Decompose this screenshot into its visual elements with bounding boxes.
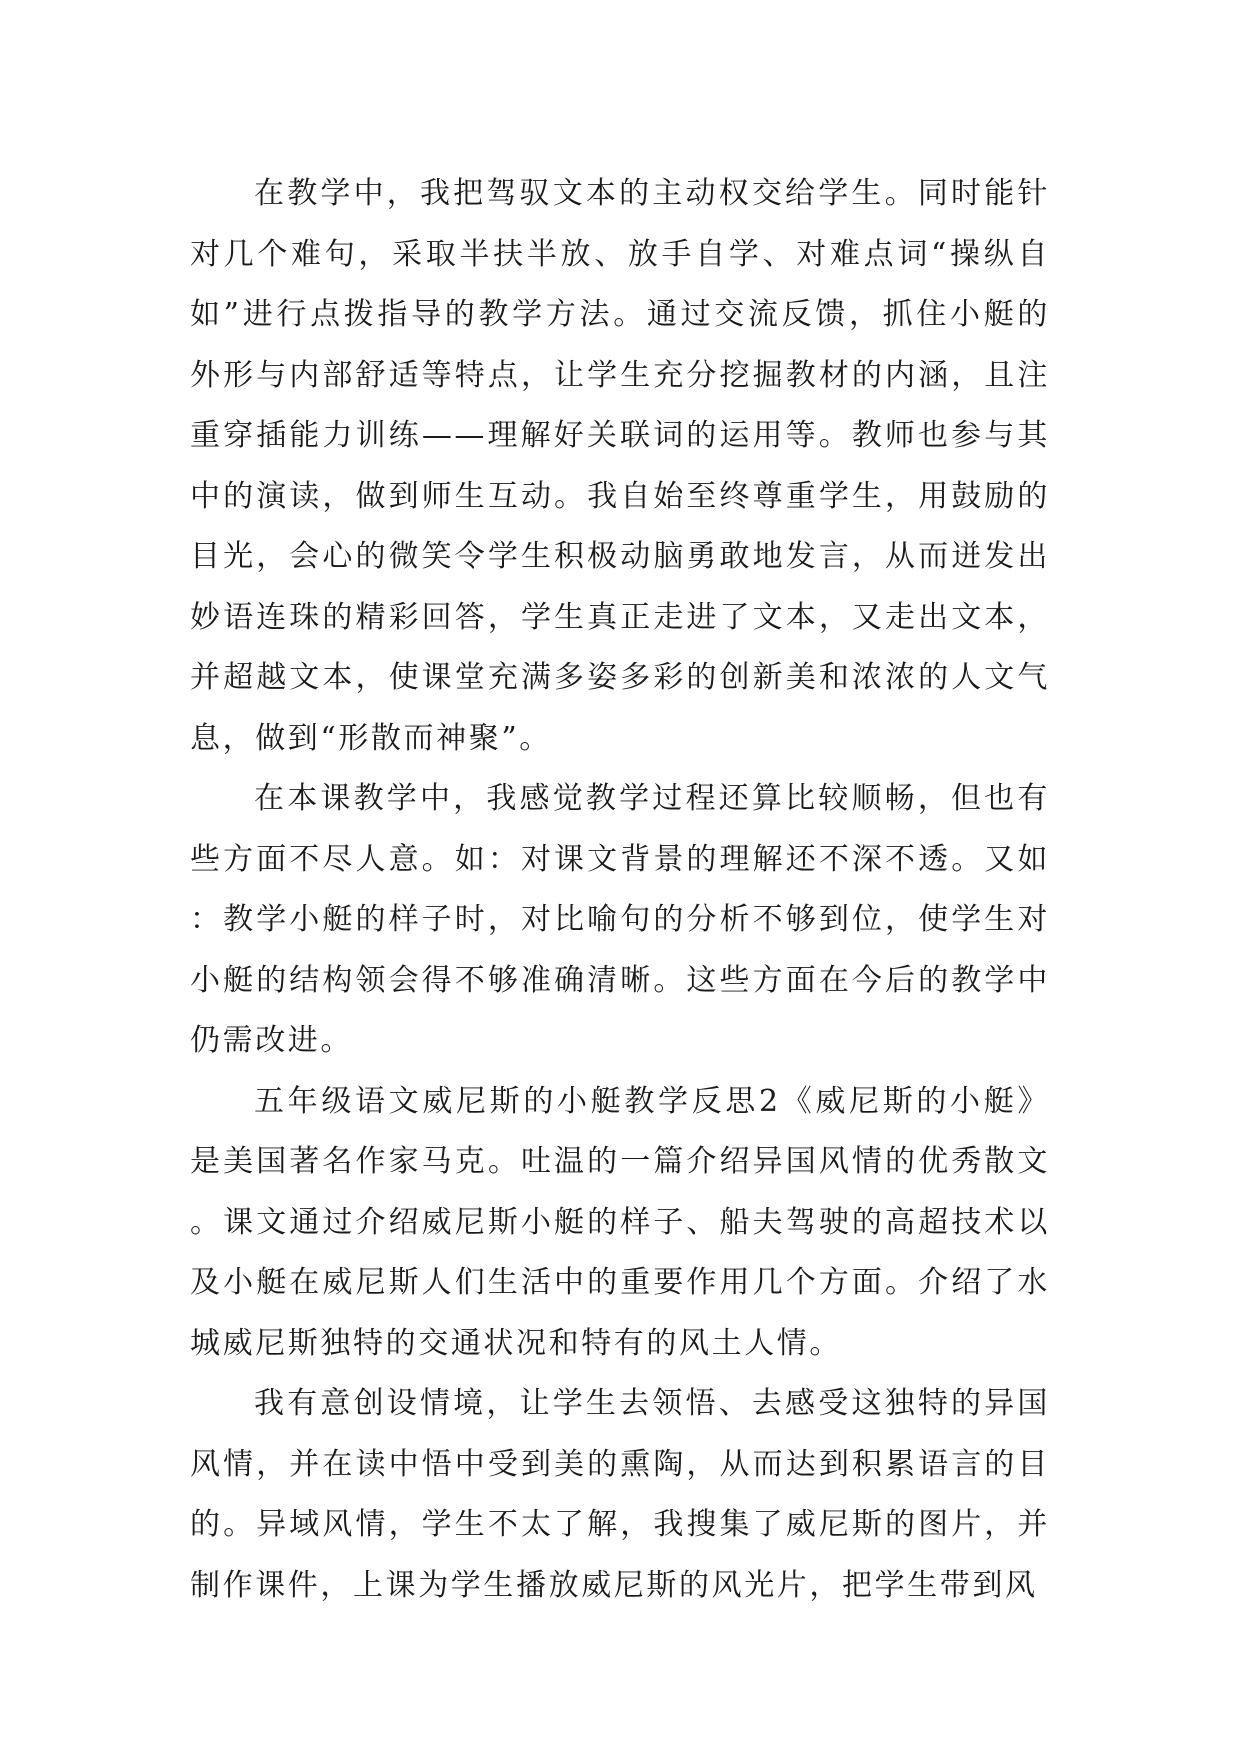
paragraph-reflection-2-intro: 五年级语文威尼斯的小艇教学反思2《威尼斯的小艇》是美国著名作家马克。吐温的一篇介绍异国风情的优秀散文。课文通过介绍威尼斯小艇的样子、船夫驾驶的高超技术以及小艇在威尼斯人们生活中的重要作用几个方面。介绍了水城威尼斯独特的交通状况和特有的风土人情。 xyxy=(190,1083,1050,1361)
document-body xyxy=(190,164,1050,1616)
paragraph-create-situation: 我有意创设情境，让学生去领悟、去感受这独特的异国风情，并在读中悟中受到美的熏陶，从而达到积累语言的目的。异域风情，学生不太了解，我搜集了威尼斯的图片，并制作课件，上课为学生播放威尼斯的风光片，把学生带到风 xyxy=(190,1386,1050,1603)
paragraph-shortcomings: 在本课教学中，我感觉教学过程还算比较顺畅，但也有些方面不尽人意。如：对课文背景的理解还不深不透。又如：教学小艇的样子时，对比喻句的分析不够到位，使学生对小艇的结构领会得不够准确清晰。这些方面在今后的教学中仍需改进。 xyxy=(190,781,1050,1058)
paragraph-teaching-method: 在教学中，我把驾驭文本的主动权交给学生。同时能针对几个难句，采取半扶半放、放手自学、对难点词“操纵自如”进行点拨指导的教学方法。通过交流反馈，抓住小艇的外形与内部舒适等特点，让学生充分挖掘教材的内涵，且注重穿插能力训练——理解好关联词的运用等。教师也参与其中的演读，做到师生互动。我自始至终尊重学生，用鼓励的目光，会心的微笑令学生积极动脑勇敢地发言，从而迸发出妙语连珠的精彩回答，学生真正走进了文本，又走出文本，并超越文本，使课堂充满多姿多彩的创新美和浓浓的人文气息，做到“形散而神聚”。 xyxy=(190,176,1050,756)
